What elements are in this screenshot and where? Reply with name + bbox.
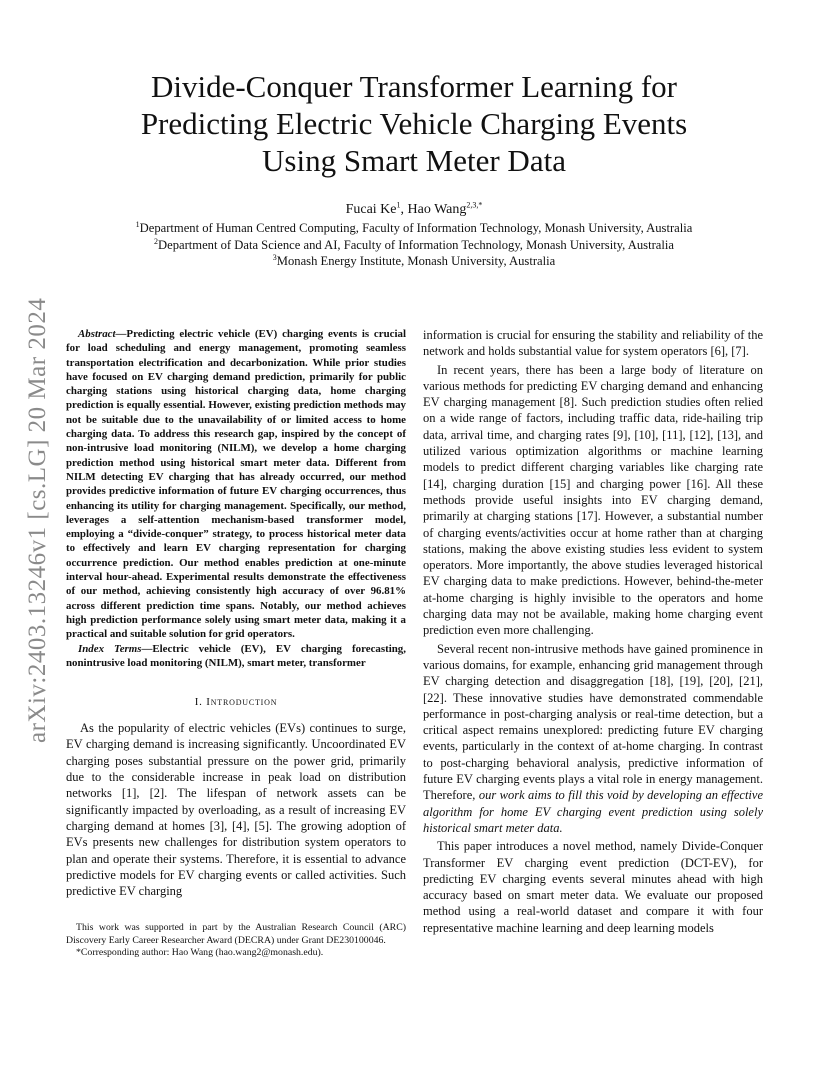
body-text: Several recent non-intrusive methods have gained prominence in various domains, for example, enhancing grid management through EV charging detection and disaggregation [18], [19], [20], [21], [22]. These innovative studies have demonstrated commendable performance in post-charging analysis or real-time detection, but a critical aspect remains unexplored: predicting future EV charging events, particularly in the context of at-home charging. In contrast to post-charging behavioral analysis, predictive information of future EV charging events plays a vital role in energy management. Therefore, [423,641,763,803]
affiliation-mark: 2 [154,236,159,246]
footnotes [66,922,406,960]
author-name: Hao Wang [407,202,467,217]
body-paragraph: As the popularity of electric vehicles (EVs) continues to surge, EV charging demand is increasing significantly. Uncoordinated EV charging poses substantial pressure on the power grid, primarily due to the considerable increase in peak load on distribution networks [1], [2]. The lifespan of network assets can be significantly impacted by overloading, as a result of increasing EV charging demand at homes [3], [4], [5]. The growing adoption of EVs presents new challenges for distribution system operators to plan and operate their systems. Therefore, it is essential to advance predictive models for EV charging events or called activities. Such predictive EV charging [66,721,406,899]
right-column [423,327,763,936]
abstract-label: Abstract [78,328,116,340]
author-name: Fucai Ke [345,202,397,217]
funding-footnote: This work was supported in part by the Australian Research Council (ARC) Discovery Early Career Researcher Award (DECRA) under Grant DE230100046. [66,922,406,946]
title-line: Using Smart Meter Data [262,143,566,178]
body-paragraph: information is crucial for ensuring the stability and reliability of the network and holds substantial value for system operators [6], [7]. [423,328,763,359]
author-affiliation-mark: 2,3,* [466,200,483,210]
affiliation-list [80,220,748,270]
affiliation-mark: 3 [272,252,277,262]
index-terms-label: Index Terms [78,642,142,655]
affiliation-text: Department of Data Science and AI, Faculty of Information Technology, Monash University, Australia [158,237,674,252]
affiliation [80,253,748,270]
title-line: Predicting Electric Vehicle Charging Events [140,106,688,141]
section-title: Introduction [206,696,278,709]
affiliation-text: Department of Human Centred Computing, Faculty of Information Technology, Monash University, Australia [139,221,693,235]
author-list [80,201,748,219]
section-heading-introduction [66,696,406,708]
paper-title [80,68,748,179]
left-column [66,327,406,899]
emphasized-contribution: our work aims to fill this void by developing an effective algorithm for home EV charging event prediction using solely historical smart meter data. [423,788,763,835]
affiliation [80,220,748,237]
author-affiliation-mark: 1 [396,200,401,210]
body-paragraph: In recent years, there has been a large body of literature on various methods for predicting EV charging demand and enhancing EV charging management [8]. Such prediction studies often relied on a wide range of factors, including traffic data, ride-hailing trip data, arrival time, and charging rates [9], [10], [11], [12], [13], and utilized various optimization algorithms or machine learning models to predict different charging variables like charging rate [14], charging duration [15] and charging power [16]. All these methods provide useful insights into EV charging demand, primarily at charging stations [17]. However, a substantial number of charging events/activities occur at home rather than at charging stations, making the above existing studies less evident to system operators. More importantly, the above studies leveraged historical EV charging data to make predictions. However, behind-the-meter at-home charging is highly invisible to the operators and home charging data may not be available, making home charging event prediction even more challenging. [423,362,763,638]
arxiv-identifier: arXiv:2403.13246v1 [cs.LG] 20 Mar 2024 [24,297,51,744]
section-number: I. [194,696,207,709]
corresponding-author-footnote: *Corresponding author: Hao Wang (hao.wang2@monash.edu). [76,947,324,959]
title-line: Divide-Conquer Transformer Learning for [150,69,678,104]
affiliation-text: Monash Energy Institute, Monash University, Australia [276,254,556,268]
abstract [66,327,406,642]
index-terms-text: —Electric vehicle (EV), EV charging forecasting, nonintrusive load monitoring (NILM), smart meter, transformer [66,642,406,669]
abstract-text: —Predicting electric vehicle (EV) charging events is crucial for load scheduling and energy management, promoting seamless transportation electrification and decarbonization. While prior studies have focused on EV charging demand prediction, primarily for public charging stations using historical charging data, home charging prediction is equally essential. However, existing prediction methods may not be suitable due to the unavailability of or limited access to home charging data. To address this research gap, inspired by the concept of non-intrusive load monitoring (NILM), we develop a home charging prediction method using historical smart meter data. Different from NILM detecting EV charging that has already occurred, our method provides predictive information of future EV charging occurrences, thus enhancing its utility for charging management. Specifically, our method, leverages a self-attention mechanism-based transformer model, employing a “divide-conquer” strategy, to process historical meter data to effectively and learn EV charging representation for charging occurrence prediction. Our method enables prediction at one-minute interval hour-ahead. Experimental results demonstrate the effectiveness of our method, achieving consistently high accuracy of over 96.81% across different prediction time spans. Notably, our method achieves high prediction performance solely using smart meter data, making it a practical and suitable solution for grid operators. [66,328,406,641]
affiliation [80,237,748,254]
author-separator: , [400,202,408,217]
body-paragraph [423,641,763,837]
index-terms [66,642,406,671]
body-paragraph: This paper introduces a novel method, namely Divide-Conquer Transformer EV charging event prediction (DCT-EV), for predicting EV charging events several minutes ahead with high accuracy based on smart meter data. We evaluate our proposed method using a real-world dataset and compare it with four representative machine learning and deep learning models [423,839,763,935]
affiliation-mark: 1 [135,219,140,229]
